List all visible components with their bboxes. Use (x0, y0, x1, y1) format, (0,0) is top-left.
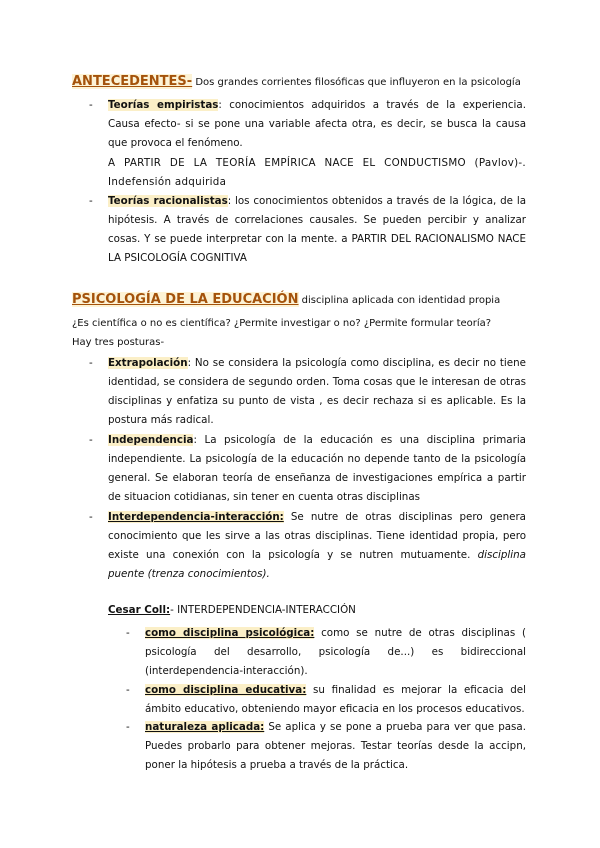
bullet-dash: - (89, 511, 93, 523)
bullet-dash: - (89, 434, 93, 446)
psicologia-subtitle: disciplina aplicada con identidad propia (298, 295, 501, 306)
coll-item-psicologica (126, 624, 526, 681)
coll-rest: - INTERDEPENDENCIA-INTERACCIÓN (170, 604, 356, 616)
coll-name: Cesar Coll: (108, 604, 171, 616)
term-independencia: Independencia (108, 434, 194, 446)
bullet-dash: - (89, 195, 93, 207)
list-item-racionalistas (89, 192, 526, 268)
text-empiristas: : conocimientos adquiridos a través de la experiencia. Causa efecto- si se pone una variable afecta otra, es decir, se busca la causa que provoca el fenómeno. (108, 99, 526, 149)
list-item-interdependencia (89, 508, 526, 584)
text-racionalistas: : los conocimientos obtenidos a través de la lógica, de la hipótesis. A través de correlaciones causales. Se pueden percibir y analizar cosas. Y se puede interpretar con la mente. a PARTIR DEL RACIONALISMO NACE LA PSICOLOGÍA COGNITIVA (108, 195, 526, 264)
postures-intro: Hay tres posturas- (72, 337, 165, 348)
bullet-dash: - (126, 684, 130, 696)
antecedentes-subtitle: Dos grandes corrientes filosóficas que influyeron en la psicología (192, 77, 521, 88)
term-aplicada: naturaleza aplicada: (145, 721, 265, 733)
text-educativa: su finalidad es mejorar la eficacia del ámbito educativo, obteniendo mayor eficacia en los procesos educativos. (145, 684, 526, 715)
text-psicologica: como se nutre de otras disciplinas ( psicología del desarrollo, psicología de...) es bidireccional (interdependencia-interacción). (145, 627, 526, 677)
psicologia-heading-row (72, 292, 542, 307)
text-aplicada: Se aplica y se pone a prueba para ver que pasa. Puedes probarlo para obtener mejoras. Testar teorías desde la accipn, poner la hipótesis a prueba a través de la práctica. (145, 721, 526, 771)
bullet-dash: - (89, 357, 93, 369)
term-educativa: como disciplina educativa: (145, 684, 307, 696)
coll-item-educativa (126, 681, 526, 719)
list-item-empiristas (89, 96, 526, 153)
coll-item-aplicada (126, 718, 526, 775)
text-extrapolacion: : No se considera la psicología como disciplina, es decir no tiene identidad, se considera de segundo orden. Toma cosas que le interesan de otras disciplinas y enfatiza su punto de vista , es decir rechaza si es aplicable. Es la postura más radical. (108, 357, 526, 426)
antecedentes-heading-row (72, 74, 542, 89)
term-empiristas: Teorías empiristas (108, 99, 219, 111)
bullet-dash: - (126, 721, 130, 733)
question-line: ¿Es científica o no es científica? ¿Permite investigar o no? ¿Permite formular teoría? (72, 318, 492, 329)
psicologia-heading: PSICOLOGÍA DE LA EDUCACIÓN (72, 292, 299, 307)
list-item-extrapolacion (89, 354, 526, 430)
list-item-independencia (89, 431, 526, 507)
bullet-dash: - (89, 99, 93, 111)
term-psicologica: como disciplina psicológica: (145, 627, 315, 639)
antecedentes-heading: ANTECEDENTES- (72, 74, 193, 89)
bullet-dash: - (126, 627, 130, 639)
list-item-empiristas-extra (108, 154, 526, 192)
term-racionalistas: Teorías racionalistas (108, 195, 228, 207)
term-extrapolacion: Extrapolación (108, 357, 188, 369)
coll-heading (108, 604, 356, 616)
italic-interdependencia: disciplina puente (trenza conocimientos). (108, 549, 526, 580)
text-independencia: : La psicología de la educación es una disciplina primaria independiente. La psicología de la educación no depende tanto de la psicología general. Se elaboran teoría de enseñanza de investigaciones empírica a partir de situacion cotidianas, sin tener en cuenta otras disciplinas (108, 434, 526, 503)
term-interdependencia: Interdependencia-interacción: (108, 511, 284, 523)
text-interdependencia: Se nutre de otras disciplinas pero genera conocimiento que les sirve a las otras disciplinas. Tiene identidad propia, pero existe una conexión con la psicología y se nutren mutuamente. (108, 511, 526, 561)
text-empiristas-extra: A PARTIR DE LA TEORÍA EMPÍRICA NACE EL CONDUCTISMO (Pavlov)-. Indefensión adquirida (108, 157, 526, 188)
